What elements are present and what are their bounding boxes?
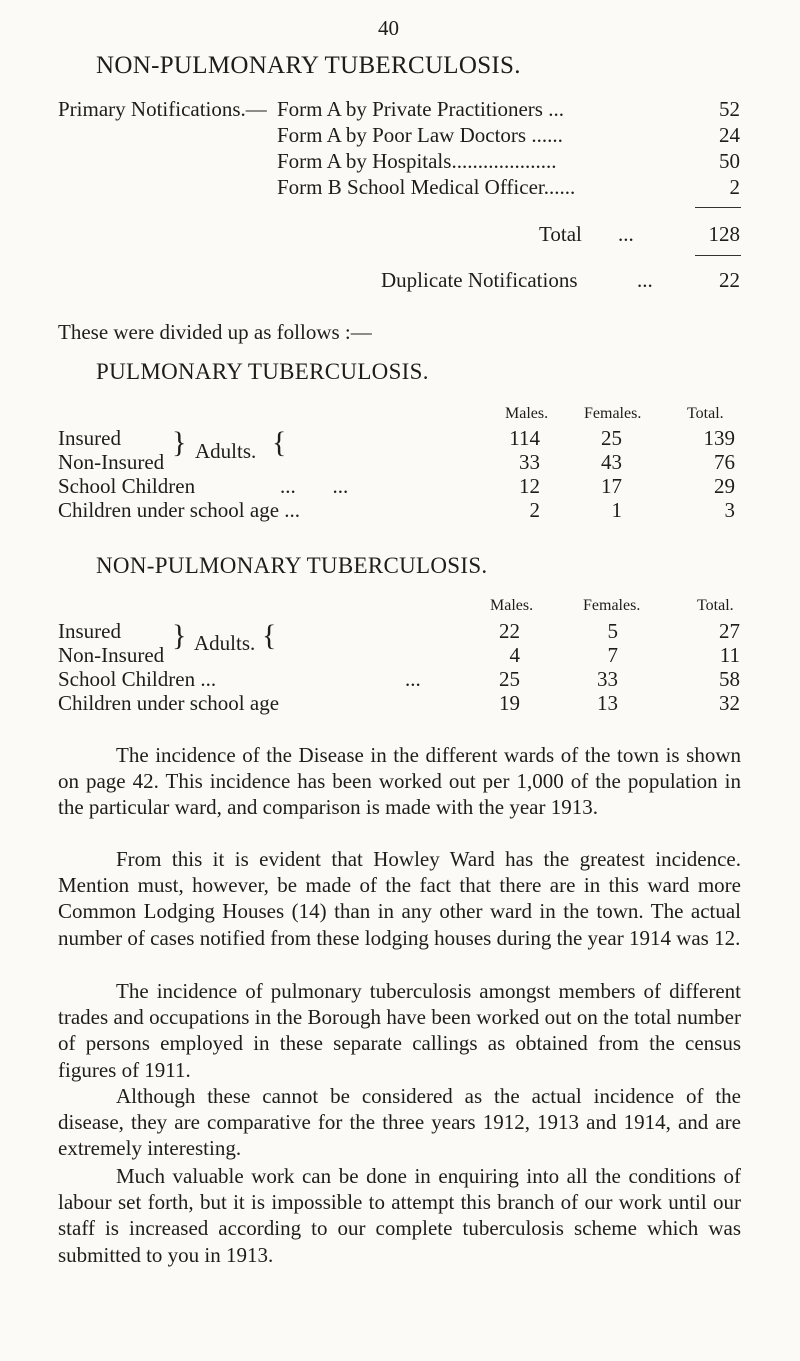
nonpulmonary-heading: NON-PULMONARY TUBERCULOSIS. [96, 553, 488, 578]
cell-total: 27 [719, 619, 740, 643]
cell-females: 7 [607, 643, 618, 667]
row-label-insured: Insured [58, 619, 121, 643]
paragraph-text: Much valuable work can be done in enquiring into all the conditions of labour set forth, but it is impossible to attempt this branch of our work until our staff is increased according to our complete tuberculosis scheme which was submitted to you in 1913. [58, 1164, 741, 1267]
cell-total: 139 [703, 426, 735, 450]
cell-males: 2 [529, 498, 540, 522]
primary-row-label: Form A by Poor Law Doctors ...... [277, 123, 563, 147]
duplicate-dots: ... [637, 268, 653, 292]
primary-row-value: 2 [729, 175, 740, 199]
brace-left-icon: } [172, 619, 187, 652]
cell-total: 11 [719, 643, 740, 667]
sum-rule [695, 207, 741, 208]
page-title: NON-PULMONARY TUBERCULOSIS. [96, 52, 521, 79]
row-label-non-insured: Non-Insured [58, 643, 165, 667]
pulmonary-heading: PULMONARY TUBERCULOSIS. [96, 359, 429, 384]
duplicate-label: Duplicate Notifications [381, 268, 578, 292]
paragraph [58, 978, 741, 1083]
paragraph-text: Although these cannot be considered as the actual incidence of the disease, they are comparative for the three years 1912, 1913 and 1914, and are extremely interesting. [58, 1084, 741, 1161]
cell-total: 76 [714, 450, 735, 474]
col-header-females: Females. [583, 597, 641, 614]
cell-males: 4 [509, 643, 520, 667]
primary-row-label: Form A by Hospitals.................... [277, 149, 557, 173]
cell-total: 29 [714, 474, 735, 498]
paragraph [58, 1163, 741, 1268]
adults-label: Adults. [195, 439, 257, 463]
primary-row-label: Form B School Medical Officer...... [277, 175, 576, 199]
row-dots: ... [405, 667, 421, 691]
brace-left-icon: } [172, 426, 187, 459]
cell-males: 25 [499, 667, 520, 691]
brace-right-icon: { [272, 426, 287, 459]
col-header-males: Males. [505, 405, 549, 422]
row-dots: ... ... [280, 474, 349, 498]
cell-females: 43 [601, 450, 622, 474]
cell-total: 3 [724, 498, 735, 522]
paragraph [58, 742, 741, 821]
brace-right-icon: { [262, 619, 277, 652]
paragraph-text: From this it is evident that Howley Ward has the greatest incidence. Mention must, however, be made of the fact that there are in this ward more Common Lodging Houses (14) than in any other ward in the town. The actual number of cases notified from these lodging houses during the year 1914 was 12. [58, 847, 741, 950]
primary-row-value: 50 [719, 149, 740, 173]
total-label: Total [539, 222, 582, 246]
cell-females: 5 [607, 619, 618, 643]
row-label-children-under-school-age: Children under school age ... [58, 498, 301, 522]
cell-males: 114 [509, 426, 540, 450]
row-label-children-under-school-age: Children under school age [58, 691, 280, 715]
cell-females: 1 [611, 498, 622, 522]
cell-females: 13 [597, 691, 618, 715]
primary-row-value: 24 [719, 123, 740, 147]
page-number: 40 [378, 16, 399, 40]
col-header-total: Total. [687, 405, 724, 422]
primary-row-value: 52 [719, 97, 740, 121]
cell-total: 58 [719, 667, 740, 691]
cell-females: 17 [601, 474, 622, 498]
paragraph [58, 846, 741, 951]
total-rule [695, 255, 741, 256]
col-header-males: Males. [490, 597, 534, 614]
divided-text: These were divided up as follows :— [58, 320, 372, 344]
row-label-school-children: School Children [58, 474, 196, 498]
cell-total: 32 [719, 691, 740, 715]
duplicate-value: 22 [719, 268, 740, 292]
cell-males: 33 [519, 450, 540, 474]
col-header-females: Females. [584, 405, 642, 422]
paragraph [58, 1083, 741, 1162]
row-label-school-children: School Children ... [58, 667, 217, 691]
row-label-non-insured: Non-Insured [58, 450, 165, 474]
primary-label: Primary Notifications.— [58, 97, 267, 121]
cell-males: 12 [519, 474, 540, 498]
col-header-total: Total. [697, 597, 734, 614]
cell-females: 33 [597, 667, 618, 691]
row-label-insured: Insured [58, 426, 121, 450]
cell-males: 19 [499, 691, 520, 715]
cell-females: 25 [601, 426, 622, 450]
total-value: 128 [708, 222, 740, 246]
cell-males: 22 [499, 619, 520, 643]
primary-row-label: Form A by Private Practitioners ... [277, 97, 564, 121]
adults-label: Adults. [194, 631, 256, 655]
paragraph-text: The incidence of pulmonary tuberculosis amongst members of different trades and occupations in the Borough have been worked out on the total number of persons employed in these separate callings as obtained from the census figures of 1911. [58, 979, 741, 1082]
total-dots: ... [618, 222, 634, 246]
paragraph-text: The incidence of the Disease in the different wards of the town is shown on page 42. This incidence has been worked out per 1,000 of the population in the particular ward, and comparison is made with the year 1913. [58, 743, 741, 820]
